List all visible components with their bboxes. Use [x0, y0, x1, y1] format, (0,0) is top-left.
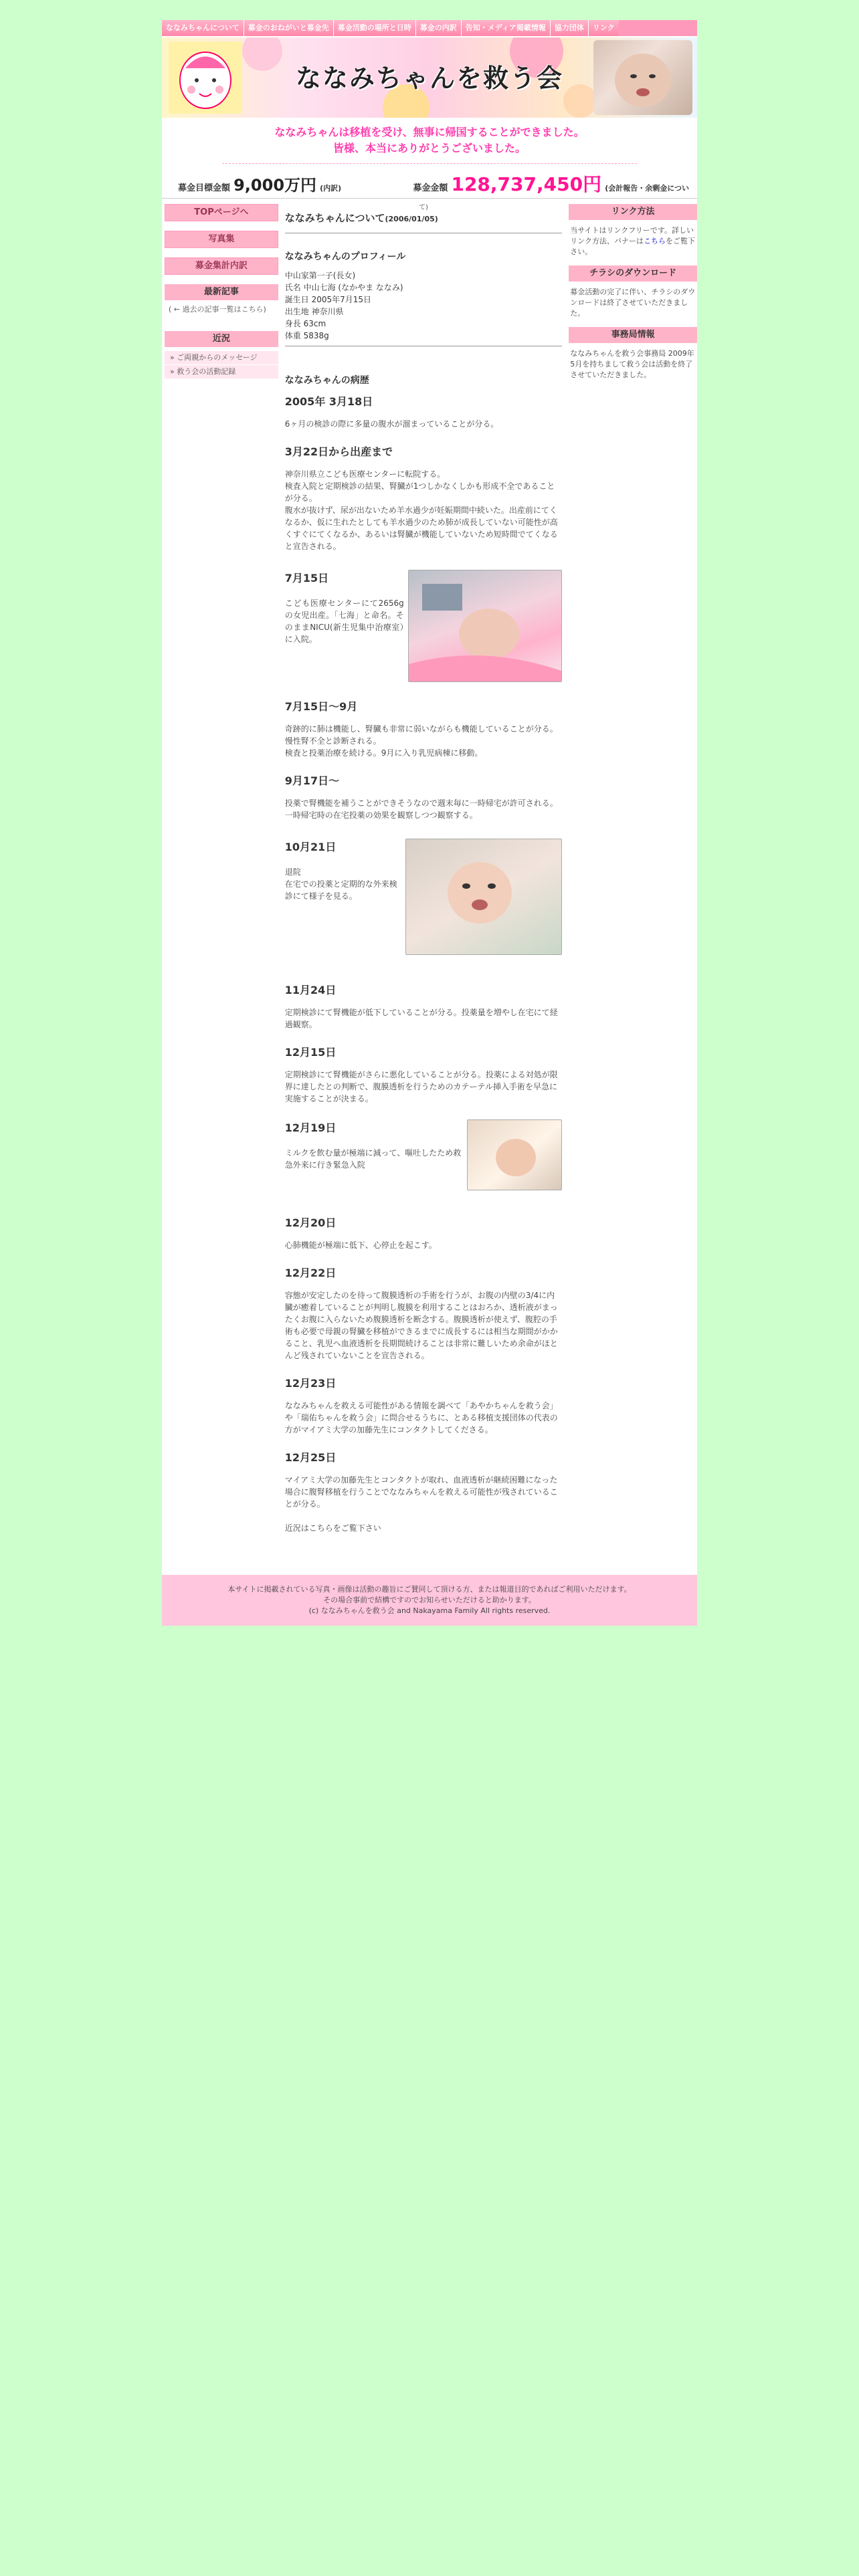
flyer-text: 募金活動の完了に伴い、チラシのダウンロードは終了させていただきました。 — [570, 288, 696, 318]
profile-line: 出生地 神奈川県 — [284, 307, 344, 316]
entry-date: 12月22日 — [284, 1267, 337, 1279]
content-columns — [162, 199, 697, 1541]
entry-date: 12月25日 — [284, 1451, 337, 1464]
profile-line: 体重 5838g — [284, 331, 329, 340]
entry-text-block — [285, 839, 404, 902]
nav-item-donation[interactable]: 募金のおねがいと募金先 — [244, 20, 334, 36]
profile-heading: ななみちゃんのプロフィール — [284, 251, 406, 262]
nav-item-links[interactable]: リンク — [589, 20, 619, 36]
entry-text: ななみちゃんを救える可能性がある情報を調べて「あやかちゃんを救う会」や「瑞佑ちゃんを救う会」に問合せるうちに、とある移植支援団体の代表の方がマイアミ大学の加藤先生にコンタクトしてくださる。 — [284, 1401, 558, 1434]
left-sidebar — [162, 201, 278, 1541]
home-photo — [405, 839, 562, 955]
hospital-photo — [467, 1119, 562, 1190]
entry-date: 2005年 3月18日 — [284, 395, 373, 408]
entry-date: 7月15日〜9月 — [284, 700, 358, 713]
sidebar-item-parents-message[interactable]: » ご両親からのメッセージ — [165, 351, 278, 365]
accounting-report-link[interactable]: (会計報告・余剰金につい — [605, 184, 689, 193]
entry-date: 10月21日 — [284, 841, 337, 853]
header-banner — [162, 37, 697, 118]
nav-item-partners[interactable]: 協力団体 — [551, 20, 589, 36]
entry-text: 定期検診にて腎機能が低下していることが分る。投薬量を増やし在宅にて経過観察。 — [284, 1008, 558, 1029]
entry-text: マイアミ大学の加藤先生とコンタクトが取れ、血液透析が継続困難になった場合に腹腎移植を行うことでななみちゃんを救える可能性が残されていることが分る。 — [284, 1475, 558, 1509]
total-label: 募金金額 — [413, 183, 448, 193]
entry-text: 退院 在宅での投薬と定期的な外来検診にて様子を見る。 — [284, 867, 397, 901]
sidebar-item-label: ご両親からのメッセージ — [177, 353, 258, 362]
page-container — [162, 20, 697, 1626]
nav-item-about[interactable]: ななみちゃんについて — [162, 20, 244, 36]
footer-copyright: (c) ななみちゃんを救う会 and Nakayama Family All rights reserved. — [308, 1606, 551, 1615]
photo-album-button[interactable]: 写真集 — [165, 231, 278, 248]
right-sidebar — [567, 201, 697, 1541]
office-text: ななみちゃんを救う会事務局 2009年5月を持ちまして救う会は活動を終了させていただきました。 — [570, 349, 694, 379]
total-fund — [413, 170, 689, 197]
recent-heading: 近況 — [165, 331, 278, 347]
notice-line-2: 皆様、本当にありがとうございました。 — [332, 142, 526, 154]
profile-line: 誕生日 2005年7月15日 — [284, 295, 372, 304]
target-label: 募金目標金額 — [178, 183, 231, 193]
history-heading: ななみちゃんの病歴 — [284, 375, 369, 386]
entry-date: 3月22日から出産まで — [284, 445, 393, 458]
target-amount: 9,000万円 — [233, 175, 317, 195]
profile-section — [285, 249, 562, 346]
entry-text: 容態が安定したのを待って腹膜透析の手術を行うが、お腹の内壁の3/4に内臓が癒着していることが判明し腹膜を利用することはおろか、透析液がまったくお腹に入らないため腹膜透析を断念する。腹膜透析が使えず、腹腔の手術も必要で母親の腎臓を移植ができるまでに成長するには相当な期間がかかること、乳児へ血液透析を長期間続けることは非常に難しいため余命がほとんど残されていないことを宣告される。 — [284, 1291, 558, 1360]
entry-date: 9月17日〜 — [284, 774, 340, 787]
funds-summary — [162, 169, 697, 199]
logo-baby-illustration — [169, 41, 242, 114]
total-amount: 128,737,450円 — [451, 173, 602, 195]
nicu-photo — [408, 570, 562, 682]
past-articles-link[interactable]: ( ← 過去の記事一覧はこちら) — [169, 305, 266, 314]
baby-photo — [593, 40, 692, 115]
entry-date: 11月24日 — [284, 984, 337, 996]
sidebar-item-activity-record[interactable]: » 救う会の活動記録 — [165, 365, 278, 379]
target-fund — [178, 172, 341, 195]
entry-text-block — [285, 570, 404, 645]
target-breakdown-link[interactable]: (内訳) — [320, 183, 342, 193]
entry-text: こども医療センターにて2656gの女児出産。「七海」と命名。そのままNICU(新生児集中治療室）に入院。 — [284, 599, 404, 644]
top-page-button[interactable]: TOPページへ — [165, 204, 278, 221]
page-title — [285, 211, 562, 233]
profile-line: 中山家第一子(長女) — [284, 271, 356, 280]
total-note-wrap: て) — [419, 204, 428, 211]
top-nav — [162, 20, 697, 37]
thank-you-notice — [162, 118, 697, 160]
sidebar-item-label: 救う会の活動記録 — [177, 367, 236, 376]
recent-status-link[interactable]: 近況はこちらをご覧下さい — [284, 1523, 381, 1533]
entry-date: 12月19日 — [284, 1121, 337, 1134]
footer-line: その場合事前で結構ですのでお知らせいただけると助かります。 — [323, 1596, 536, 1604]
entry-with-photo — [285, 570, 562, 682]
footer — [162, 1575, 697, 1626]
entry-date: 12月15日 — [284, 1046, 337, 1059]
entry-text-block — [285, 1119, 466, 1171]
entry-date: 7月15日 — [284, 572, 329, 584]
entry-with-photo — [285, 839, 562, 955]
entry-text: 心肺機能が極端に低下、心停止を起こす。 — [284, 1241, 437, 1250]
nav-item-media[interactable]: 告知・メディア掲載情報 — [462, 20, 551, 36]
footer-line: 本サイトに掲載されている写真・画像は活動の趣旨にご賛同して頂ける方、または報道目的であればご利用いただけます。 — [227, 1585, 632, 1594]
flyer-download-heading: チラシのダウンロード — [569, 265, 697, 282]
entry-date: 12月23日 — [284, 1377, 337, 1390]
divider — [222, 163, 637, 165]
link-banner-anchor[interactable]: こちら — [644, 237, 666, 245]
link-method-text — [569, 225, 697, 263]
profile-line: 氏名 中山七海 (なかやま ななみ) — [284, 283, 403, 292]
entry-date: 12月20日 — [284, 1216, 337, 1229]
entry-text: 投薬で腎機能を補うことができそうなので週末毎に一時帰宅が許可される。 一時帰宅時の在宅投薬の効果を観察しつつ観察する。 — [284, 798, 558, 820]
page-title-text: ななみちゃんについて — [284, 212, 385, 224]
link-method-text-1: 当サイトはリンクフリーです。詳しいリンク方法、バナーは — [570, 226, 694, 245]
entry-with-photo — [285, 1119, 562, 1190]
main-content — [278, 201, 567, 1541]
link-method-heading: リンク方法 — [569, 204, 697, 220]
nav-item-activity[interactable]: 募金活動の場所と日時 — [334, 20, 416, 36]
entry-text: 定期検診にて腎機能がさらに悪化していることが分る。投薬による対処が限界に達したとの判断で、腹膜透析を行うためのカテーテル挿入手術を早急に実施することが決まる。 — [284, 1070, 558, 1103]
entry-text: ミルクを飲む量が極端に減って、嘔吐したため救急外来に行き緊急入院 — [284, 1148, 462, 1170]
entry-text: 神奈川県立こども医療センターに転院する。 検査入院と定期検診の結果、腎臓が1つしかなくしかも形成不全であることが分る。 腹水が抜けず、尿が出ないため羊水過少が妊娠期間中続いた。出産前にてくなるか、仮に生れたとしても羊水過少のため肺が成長していない可能性が高くすぐにてくなるか、あるいは腎臓が機能していないため短時間でてくなると宣告される。 — [284, 469, 558, 551]
latest-articles-heading: 最新記事 — [165, 284, 278, 300]
nav-item-breakdown[interactable]: 募金の内訳 — [416, 20, 462, 36]
entry-text: 奇跡的に肺は機能し、腎臓も非常に弱いながらも機能していることが分る。慢性腎不全と診断される。 検査と投薬治療を続ける。9月に入り乳児病棟に移動。 — [284, 724, 558, 758]
link-method-text-2: をご覧下さい。 — [570, 237, 696, 256]
notice-line-1: ななみちゃんは移植を受け、無事に帰国することができました。 — [274, 126, 585, 138]
fund-breakdown-button[interactable]: 募金集計内訳 — [165, 257, 278, 275]
office-info-heading: 事務局情報 — [569, 327, 697, 343]
site-title: ななみちゃんを救う会 — [295, 64, 563, 93]
profile-line: 身長 63cm — [284, 319, 326, 328]
entry-text: 6ヶ月の検診の際に多量の腹水が溜まっていることが分る。 — [284, 419, 499, 429]
page-title-date: (2006/01/05) — [385, 215, 438, 223]
